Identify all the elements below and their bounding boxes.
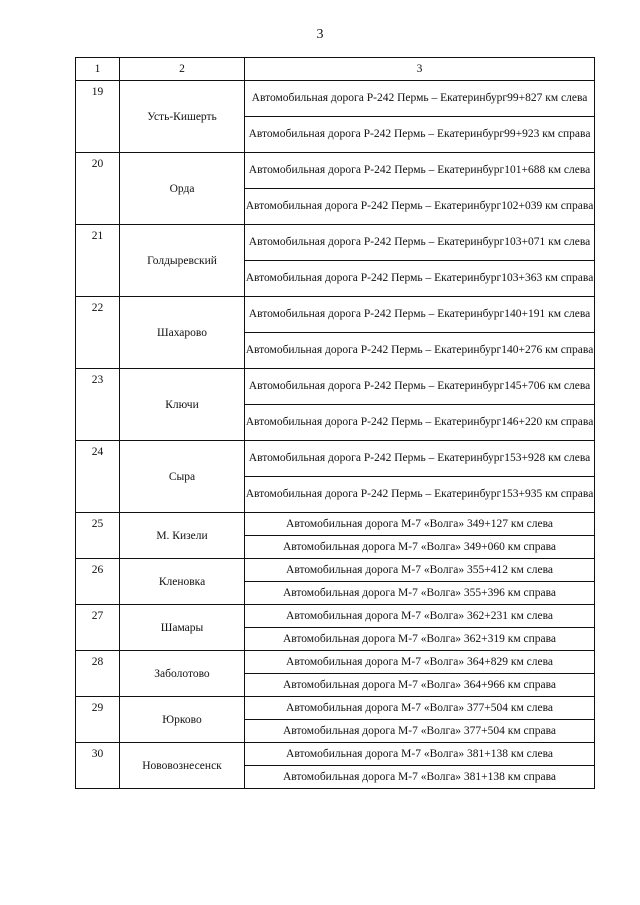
location-line: Автомобильная дорога М-7 «Волга» 364+966 км справа — [282, 678, 557, 691]
location-line: Автомобильная дорога Р-242 Пермь – Екатеринбург — [245, 488, 502, 500]
table-row — [76, 743, 595, 766]
location-line: 153+928 км слева — [504, 452, 591, 464]
row-number: 23 — [76, 369, 120, 441]
header-col-3: 3 — [245, 58, 595, 81]
location-line: 153+935 км справа — [501, 488, 594, 500]
row-number: 26 — [76, 559, 120, 605]
settlement-name: Сыра — [120, 441, 245, 513]
location-line: Автомобильная дорога М-7 «Волга» 355+412 км слева — [286, 563, 553, 576]
location-cell — [245, 189, 595, 225]
location-line: Автомобильная дорога Р-242 Пермь – Екатеринбург — [245, 416, 502, 428]
settlement-name: Ключи — [120, 369, 245, 441]
settlement-name: Кленовка — [120, 559, 245, 605]
location-line: 146+220 км справа — [501, 416, 594, 428]
table-row — [76, 441, 595, 477]
table-row — [76, 697, 595, 720]
location-cell — [245, 369, 595, 405]
location-cell — [245, 628, 595, 651]
location-cell — [245, 674, 595, 697]
location-line: Автомобильная дорога М-7 «Волга» 362+231 км слева — [286, 609, 553, 622]
location-line: Автомобильная дорога М-7 «Волга» 377+504 км справа — [282, 724, 557, 737]
row-number: 19 — [76, 81, 120, 153]
row-number: 22 — [76, 297, 120, 369]
location-cell — [245, 117, 595, 153]
location-line: Автомобильная дорога Р-242 Пермь – Екатеринбург — [251, 92, 508, 104]
location-line: Автомобильная дорога М-7 «Волга» 377+504 км слева — [286, 701, 553, 714]
row-number: 28 — [76, 651, 120, 697]
table-header-row — [76, 58, 595, 81]
location-line: Автомобильная дорога Р-242 Пермь – Екатеринбург — [248, 380, 505, 392]
location-cell — [245, 405, 595, 441]
location-cell — [245, 720, 595, 743]
location-line: Автомобильная дорога М-7 «Волга» 349+127 км слева — [286, 517, 553, 530]
location-line: Автомобильная дорога Р-242 Пермь – Екатеринбург — [245, 344, 502, 356]
row-number: 24 — [76, 441, 120, 513]
settlement-name: Голдыревский — [120, 225, 245, 297]
location-line: Автомобильная дорога М-7 «Волга» 355+396 км справа — [282, 586, 557, 599]
settlement-name: Юрково — [120, 697, 245, 743]
location-line: 103+363 км справа — [501, 272, 594, 284]
location-cell — [245, 766, 595, 789]
location-cell — [245, 261, 595, 297]
location-cell — [245, 513, 595, 536]
location-line: 140+276 км справа — [501, 344, 594, 356]
settlement-name: М. Кизели — [120, 513, 245, 559]
location-line: Автомобильная дорога М-7 «Волга» 364+829 км слева — [286, 655, 553, 668]
table-row — [76, 559, 595, 582]
location-cell — [245, 605, 595, 628]
settlement-name: Шамары — [120, 605, 245, 651]
settlement-name: Шахарово — [120, 297, 245, 369]
row-number: 30 — [76, 743, 120, 789]
table-row — [76, 513, 595, 536]
header-col-2: 2 — [120, 58, 245, 81]
table-row — [76, 297, 595, 333]
location-cell — [245, 441, 595, 477]
table-row — [76, 369, 595, 405]
location-line: Автомобильная дорога Р-242 Пермь – Екатеринбург — [245, 200, 502, 212]
location-cell — [245, 333, 595, 369]
row-number: 21 — [76, 225, 120, 297]
locations-table — [75, 57, 595, 789]
location-cell — [245, 697, 595, 720]
location-line: Автомобильная дорога М-7 «Волга» 381+138 км слева — [286, 747, 553, 760]
location-cell — [245, 582, 595, 605]
location-line: 103+071 км слева — [504, 236, 591, 248]
location-line: Автомобильная дорога Р-242 Пермь – Екатеринбург — [248, 452, 505, 464]
row-number: 27 — [76, 605, 120, 651]
location-line: Автомобильная дорога М-7 «Волга» 381+138 км справа — [282, 770, 557, 783]
location-line: Автомобильная дорога Р-242 Пермь – Екатеринбург — [248, 128, 505, 140]
location-line: Автомобильная дорога Р-242 Пермь – Екатеринбург — [248, 236, 505, 248]
location-line: 101+688 км слева — [504, 164, 591, 176]
table-row — [76, 153, 595, 189]
location-line: 102+039 км справа — [501, 200, 594, 212]
location-line: Автомобильная дорога М-7 «Волга» 362+319 км справа — [282, 632, 557, 645]
row-number: 20 — [76, 153, 120, 225]
table-row — [76, 605, 595, 628]
location-line: 99+827 км слева — [507, 92, 588, 104]
location-cell — [245, 743, 595, 766]
location-line: Автомобильная дорога Р-242 Пермь – Екатеринбург — [248, 164, 505, 176]
location-cell — [245, 297, 595, 333]
location-line: Автомобильная дорога М-7 «Волга» 349+060 км справа — [282, 540, 557, 553]
location-cell — [245, 477, 595, 513]
location-line: 145+706 км слева — [504, 380, 591, 392]
location-line: Автомобильная дорога Р-242 Пермь – Екатеринбург — [248, 308, 505, 320]
table-row — [76, 651, 595, 674]
table-row — [76, 225, 595, 261]
row-number: 29 — [76, 697, 120, 743]
location-cell — [245, 536, 595, 559]
table-row — [76, 81, 595, 117]
settlement-name: Заболотово — [120, 651, 245, 697]
location-cell — [245, 153, 595, 189]
location-line: 140+191 км слева — [504, 308, 591, 320]
settlement-name: Нововознесенск — [120, 743, 245, 789]
settlement-name: Орда — [120, 153, 245, 225]
location-cell — [245, 559, 595, 582]
location-line: 99+923 км справа — [504, 128, 591, 140]
row-number: 25 — [76, 513, 120, 559]
location-cell — [245, 225, 595, 261]
location-cell — [245, 651, 595, 674]
location-line: Автомобильная дорога Р-242 Пермь – Екатеринбург — [245, 272, 502, 284]
location-cell — [245, 81, 595, 117]
page-number: 3 — [316, 27, 324, 42]
header-col-1: 1 — [76, 58, 120, 81]
settlement-name: Усть-Кишерть — [120, 81, 245, 153]
